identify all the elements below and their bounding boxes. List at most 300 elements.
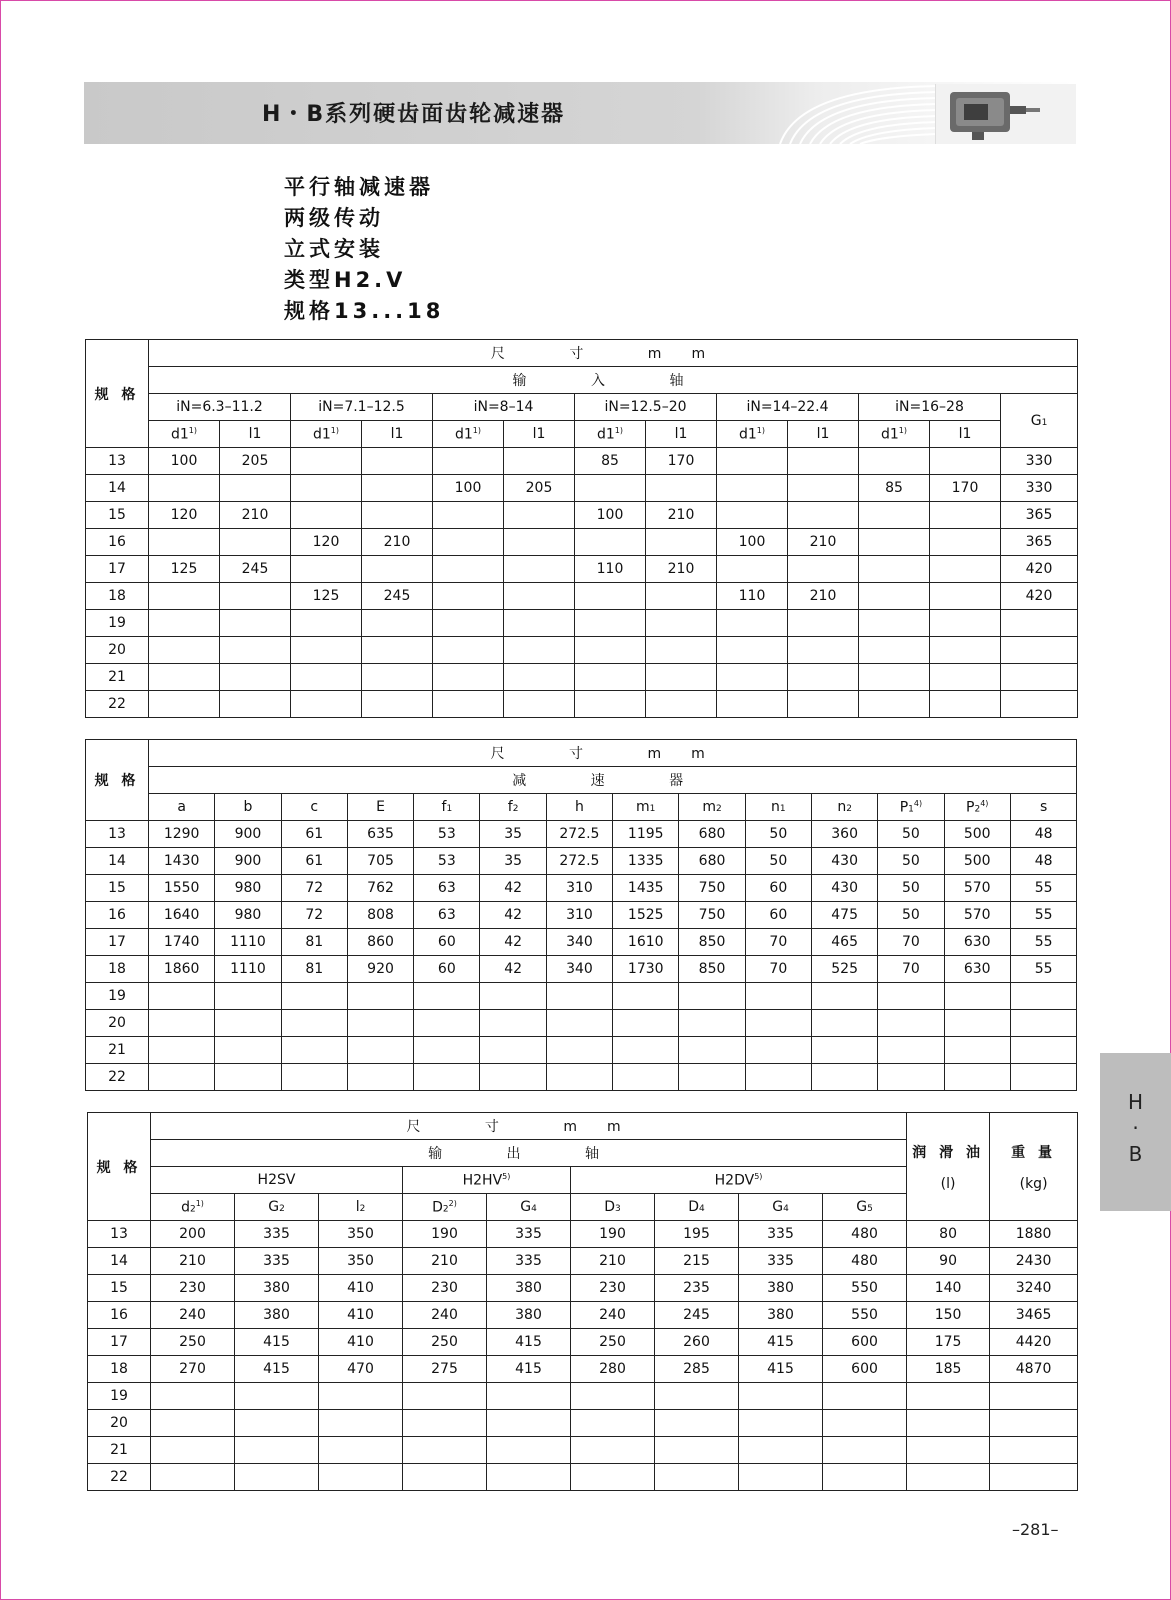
value-cell: 365 xyxy=(1001,502,1078,529)
l1-header: l1 xyxy=(788,421,859,448)
value-cell xyxy=(480,1037,546,1064)
value-cell xyxy=(319,1437,403,1464)
value-cell xyxy=(281,1064,347,1091)
subtitle-line: 两级传动 xyxy=(284,206,384,230)
subscript: 4 xyxy=(699,1204,705,1214)
value-cell xyxy=(788,556,859,583)
spec-cell: 21 xyxy=(86,1037,149,1064)
value-cell: 70 xyxy=(745,929,811,956)
value-cell xyxy=(403,1410,487,1437)
value-cell: 600 xyxy=(823,1356,907,1383)
footnote-marker: 4) xyxy=(913,798,923,808)
value-cell xyxy=(1010,1037,1076,1064)
value-cell: 50 xyxy=(878,821,944,848)
value-cell: 420 xyxy=(1001,556,1078,583)
value-cell: 415 xyxy=(235,1329,319,1356)
value-cell: 100 xyxy=(149,448,220,475)
table-body xyxy=(86,448,1078,718)
value-cell xyxy=(291,556,362,583)
value-cell: 1740 xyxy=(149,929,215,956)
value-cell xyxy=(859,637,930,664)
value-cell xyxy=(220,583,291,610)
value-cell: 570 xyxy=(944,875,1010,902)
subscript: 1 xyxy=(446,804,453,814)
spec-cell: 14 xyxy=(88,1248,151,1275)
value-cell xyxy=(613,1010,679,1037)
table-row xyxy=(86,475,1078,502)
value-cell xyxy=(655,1383,739,1410)
column-header: b xyxy=(215,794,281,821)
footnote-marker: 5) xyxy=(754,1171,763,1181)
value-cell: 110 xyxy=(717,583,788,610)
value-cell: 250 xyxy=(403,1329,487,1356)
value-cell: 50 xyxy=(878,902,944,929)
value-cell xyxy=(362,610,433,637)
table-row xyxy=(86,664,1078,691)
value-cell: 48 xyxy=(1010,821,1076,848)
value-cell: 275 xyxy=(403,1356,487,1383)
value-cell xyxy=(859,556,930,583)
value-cell: 55 xyxy=(1010,929,1076,956)
value-cell xyxy=(362,556,433,583)
reducer-dimension-table xyxy=(85,739,1077,1091)
subscript: 4 xyxy=(783,1204,789,1214)
spec-header: 规 格 xyxy=(88,1113,151,1221)
value-cell: 50 xyxy=(878,875,944,902)
value-cell: 100 xyxy=(575,502,646,529)
value-cell: 335 xyxy=(739,1248,823,1275)
value-cell xyxy=(717,475,788,502)
value-cell: 705 xyxy=(347,848,413,875)
value-cell xyxy=(788,637,859,664)
value-cell xyxy=(504,556,575,583)
page-number: –281– xyxy=(1012,1520,1059,1539)
value-cell: 120 xyxy=(291,529,362,556)
footnote-marker: 1) xyxy=(614,425,623,435)
value-cell xyxy=(811,1037,877,1064)
value-cell xyxy=(235,1383,319,1410)
table-row xyxy=(86,956,1077,983)
value-cell: 125 xyxy=(291,583,362,610)
subtitle-line: 平行轴减速器 xyxy=(284,175,434,199)
value-cell: 42 xyxy=(480,956,546,983)
value-cell: 310 xyxy=(546,902,612,929)
value-cell xyxy=(347,1037,413,1064)
value-cell: 60 xyxy=(745,875,811,902)
value-cell xyxy=(907,1437,990,1464)
value-cell: 150 xyxy=(907,1302,990,1329)
value-cell xyxy=(575,610,646,637)
column-header: f2 xyxy=(480,794,546,821)
value-cell: 205 xyxy=(504,475,575,502)
value-cell xyxy=(745,983,811,1010)
spec-cell: 18 xyxy=(86,583,149,610)
ratio-group: iN=12.5–20 xyxy=(575,394,717,421)
subscript: 1 xyxy=(779,804,786,814)
value-cell xyxy=(811,1064,877,1091)
value-cell: 245 xyxy=(220,556,291,583)
value-cell xyxy=(739,1464,823,1491)
spec-cell: 16 xyxy=(88,1302,151,1329)
value-cell: 85 xyxy=(859,475,930,502)
value-cell xyxy=(811,1010,877,1037)
value-cell xyxy=(613,1064,679,1091)
value-cell xyxy=(571,1464,655,1491)
value-cell: 415 xyxy=(487,1329,571,1356)
value-cell xyxy=(907,1383,990,1410)
value-cell: 335 xyxy=(487,1221,571,1248)
value-cell xyxy=(487,1464,571,1491)
value-cell: 81 xyxy=(281,956,347,983)
value-cell xyxy=(151,1437,235,1464)
value-cell: 48 xyxy=(1010,848,1076,875)
footnote-marker: 2) xyxy=(448,1198,457,1208)
value-cell: 330 xyxy=(1001,448,1078,475)
footnote-marker: 1) xyxy=(188,425,197,435)
value-cell xyxy=(504,610,575,637)
value-cell: 210 xyxy=(571,1248,655,1275)
value-cell: 500 xyxy=(944,821,1010,848)
value-cell: 500 xyxy=(944,848,1010,875)
value-cell xyxy=(347,1010,413,1037)
table-row xyxy=(88,1410,1078,1437)
value-cell xyxy=(646,583,717,610)
value-cell: 42 xyxy=(480,902,546,929)
value-cell xyxy=(739,1383,823,1410)
value-cell xyxy=(859,529,930,556)
value-cell xyxy=(403,1383,487,1410)
value-cell xyxy=(613,1037,679,1064)
spec-cell: 15 xyxy=(88,1275,151,1302)
value-cell: 245 xyxy=(362,583,433,610)
value-cell xyxy=(487,1437,571,1464)
value-cell: 480 xyxy=(823,1221,907,1248)
table-row xyxy=(86,610,1078,637)
value-cell: 1640 xyxy=(149,902,215,929)
subtitle-block xyxy=(284,172,444,327)
value-cell xyxy=(655,1410,739,1437)
value-cell: 50 xyxy=(745,848,811,875)
value-cell: 170 xyxy=(646,448,717,475)
value-cell: 330 xyxy=(1001,475,1078,502)
table-row xyxy=(88,1329,1078,1356)
value-cell xyxy=(149,691,220,718)
column-header-row xyxy=(86,421,1078,448)
value-cell: 415 xyxy=(235,1356,319,1383)
value-cell: 72 xyxy=(281,902,347,929)
subscript: 2 xyxy=(512,804,519,814)
value-cell: 750 xyxy=(679,902,745,929)
subscript: 2 xyxy=(279,1204,285,1214)
value-cell xyxy=(788,691,859,718)
value-cell xyxy=(347,1064,413,1091)
l1-header: l1 xyxy=(362,421,433,448)
value-cell xyxy=(220,664,291,691)
value-cell: 210 xyxy=(403,1248,487,1275)
value-cell: 1550 xyxy=(149,875,215,902)
value-cell xyxy=(717,691,788,718)
value-cell xyxy=(944,1037,1010,1064)
value-cell xyxy=(362,448,433,475)
column-header: l2 xyxy=(319,1194,403,1221)
value-cell xyxy=(220,475,291,502)
value-cell: 360 xyxy=(811,821,877,848)
value-cell: 235 xyxy=(655,1275,739,1302)
value-cell: 430 xyxy=(811,848,877,875)
spec-cell: 22 xyxy=(86,1064,149,1091)
value-cell xyxy=(1001,664,1078,691)
value-cell: 240 xyxy=(571,1302,655,1329)
spec-header: 规 格 xyxy=(86,340,149,448)
spec-cell: 18 xyxy=(88,1356,151,1383)
value-cell: 1110 xyxy=(215,956,281,983)
value-cell: 550 xyxy=(823,1275,907,1302)
value-cell: 125 xyxy=(149,556,220,583)
value-cell xyxy=(151,1410,235,1437)
column-header: G2 xyxy=(235,1194,319,1221)
gearbox-icon xyxy=(936,84,1076,144)
value-cell xyxy=(930,583,1001,610)
value-cell xyxy=(319,1464,403,1491)
subscript: 2 xyxy=(974,804,981,815)
value-cell xyxy=(414,1037,480,1064)
value-cell xyxy=(679,1010,745,1037)
value-cell: 230 xyxy=(403,1275,487,1302)
value-cell: 1290 xyxy=(149,821,215,848)
value-cell: 260 xyxy=(655,1329,739,1356)
column-header: D2$^{2)}$ xyxy=(403,1194,487,1221)
value-cell xyxy=(859,448,930,475)
value-cell xyxy=(414,1064,480,1091)
output-shaft-table xyxy=(87,1112,1078,1491)
value-cell xyxy=(546,983,612,1010)
mounting-group: H2DV$^{5)}$ xyxy=(571,1167,907,1194)
table-row xyxy=(86,691,1078,718)
ratio-group: iN=16–28 xyxy=(859,394,1001,421)
value-cell: 100 xyxy=(433,475,504,502)
value-cell xyxy=(679,983,745,1010)
value-cell xyxy=(930,610,1001,637)
d1-header: d1$^{1)}$ xyxy=(291,421,362,448)
value-cell xyxy=(347,983,413,1010)
value-cell xyxy=(717,664,788,691)
value-cell: 55 xyxy=(1010,875,1076,902)
spec-cell: 13 xyxy=(88,1221,151,1248)
section-title: 输 入 轴 xyxy=(149,367,1078,394)
value-cell: 635 xyxy=(347,821,413,848)
value-cell xyxy=(362,691,433,718)
value-cell xyxy=(149,664,220,691)
value-cell: 245 xyxy=(655,1302,739,1329)
value-cell: 340 xyxy=(546,956,612,983)
value-cell: 205 xyxy=(220,448,291,475)
value-cell xyxy=(878,983,944,1010)
footnote-marker: 5) xyxy=(502,1171,511,1181)
value-cell xyxy=(613,983,679,1010)
table-row xyxy=(86,556,1078,583)
value-cell xyxy=(433,529,504,556)
value-cell xyxy=(504,664,575,691)
value-cell: 525 xyxy=(811,956,877,983)
value-cell xyxy=(235,1464,319,1491)
column-header: s xyxy=(1010,794,1076,821)
l1-header: l1 xyxy=(504,421,575,448)
value-cell xyxy=(281,1037,347,1064)
lubricant-unit: (l) xyxy=(940,1175,956,1192)
subtitle-line: 立式安装 xyxy=(284,237,384,261)
ratio-group: iN=14–22.4 xyxy=(717,394,859,421)
column-header: E xyxy=(347,794,413,821)
l1-header: l1 xyxy=(646,421,717,448)
value-cell xyxy=(149,637,220,664)
subscript: 3 xyxy=(615,1204,621,1214)
value-cell xyxy=(504,448,575,475)
value-cell: 1880 xyxy=(990,1221,1078,1248)
d1-header: d1$^{1)}$ xyxy=(149,421,220,448)
column-header: D4 xyxy=(655,1194,739,1221)
value-cell xyxy=(291,664,362,691)
value-cell xyxy=(646,475,717,502)
value-cell xyxy=(944,1010,1010,1037)
value-cell: 1335 xyxy=(613,848,679,875)
value-cell: 120 xyxy=(149,502,220,529)
value-cell xyxy=(930,502,1001,529)
table-row xyxy=(86,583,1078,610)
table-row xyxy=(88,1356,1078,1383)
subscript: 2 xyxy=(442,1204,449,1215)
value-cell: 35 xyxy=(480,848,546,875)
value-cell xyxy=(362,502,433,529)
table-row xyxy=(88,1275,1078,1302)
value-cell xyxy=(990,1410,1078,1437)
value-cell: 70 xyxy=(878,956,944,983)
value-cell: 1525 xyxy=(613,902,679,929)
value-cell xyxy=(215,1064,281,1091)
footnote-marker: 1) xyxy=(195,1198,204,1208)
value-cell: 272.5 xyxy=(546,821,612,848)
value-cell xyxy=(220,529,291,556)
spec-header: 规 格 xyxy=(86,740,149,821)
ratio-group: iN=6.3–11.2 xyxy=(149,394,291,421)
value-cell xyxy=(1001,637,1078,664)
value-cell xyxy=(149,1037,215,1064)
value-cell: 60 xyxy=(745,902,811,929)
value-cell xyxy=(930,529,1001,556)
footnote-marker: 4) xyxy=(980,798,989,808)
table-row xyxy=(86,637,1078,664)
value-cell: 280 xyxy=(571,1356,655,1383)
value-cell: 190 xyxy=(571,1221,655,1248)
subscript: 2 xyxy=(359,1204,366,1214)
value-cell: 250 xyxy=(571,1329,655,1356)
value-cell: 3240 xyxy=(990,1275,1078,1302)
value-cell xyxy=(149,475,220,502)
value-cell xyxy=(433,664,504,691)
value-cell xyxy=(504,529,575,556)
value-cell xyxy=(575,637,646,664)
value-cell: 61 xyxy=(281,848,347,875)
value-cell: 170 xyxy=(930,475,1001,502)
value-cell: 470 xyxy=(319,1356,403,1383)
value-cell: 61 xyxy=(281,821,347,848)
value-cell: 250 xyxy=(151,1329,235,1356)
value-cell: 53 xyxy=(414,821,480,848)
value-cell xyxy=(149,1064,215,1091)
column-header: n1 xyxy=(745,794,811,821)
value-cell xyxy=(990,1383,1078,1410)
column-header: m2 xyxy=(679,794,745,821)
value-cell xyxy=(220,610,291,637)
value-cell xyxy=(319,1410,403,1437)
value-cell xyxy=(990,1464,1078,1491)
value-cell xyxy=(930,556,1001,583)
value-cell xyxy=(717,637,788,664)
value-cell: 900 xyxy=(215,848,281,875)
value-cell: 200 xyxy=(151,1221,235,1248)
value-cell xyxy=(1010,983,1076,1010)
value-cell: 1110 xyxy=(215,929,281,956)
column-header: D3 xyxy=(571,1194,655,1221)
value-cell xyxy=(944,1064,1010,1091)
value-cell: 210 xyxy=(151,1248,235,1275)
value-cell: 185 xyxy=(907,1356,990,1383)
subtitle-line: 规格13...18 xyxy=(284,299,445,323)
value-cell: 63 xyxy=(414,902,480,929)
value-cell xyxy=(575,664,646,691)
value-cell: 750 xyxy=(679,875,745,902)
table-row xyxy=(86,821,1077,848)
spec-cell: 19 xyxy=(86,610,149,637)
value-cell: 55 xyxy=(1010,902,1076,929)
section-title: 减 速 器 xyxy=(149,767,1077,794)
value-cell xyxy=(235,1410,319,1437)
value-cell xyxy=(220,637,291,664)
value-cell xyxy=(878,1010,944,1037)
column-header: G4 xyxy=(739,1194,823,1221)
value-cell xyxy=(215,1037,281,1064)
weight-label: 重 量 xyxy=(1011,1144,1057,1161)
value-cell: 860 xyxy=(347,929,413,956)
spec-cell: 14 xyxy=(86,475,149,502)
value-cell: 100 xyxy=(717,529,788,556)
value-cell xyxy=(149,610,220,637)
column-header: G4 xyxy=(487,1194,571,1221)
table-body xyxy=(86,821,1077,1091)
value-cell xyxy=(878,1037,944,1064)
value-cell xyxy=(433,637,504,664)
value-cell xyxy=(717,502,788,529)
table-row xyxy=(86,529,1078,556)
spec-cell: 18 xyxy=(86,956,149,983)
table-row xyxy=(86,448,1078,475)
column-header: m1 xyxy=(613,794,679,821)
value-cell xyxy=(480,983,546,1010)
table-row xyxy=(86,502,1078,529)
value-cell xyxy=(1001,691,1078,718)
mounting-group: H2HV$^{5)}$ xyxy=(403,1167,571,1194)
value-cell xyxy=(414,1010,480,1037)
value-cell: 230 xyxy=(571,1275,655,1302)
value-cell: 335 xyxy=(235,1221,319,1248)
value-cell: 630 xyxy=(944,956,1010,983)
value-cell: 380 xyxy=(235,1275,319,1302)
value-cell: 762 xyxy=(347,875,413,902)
spec-cell: 22 xyxy=(86,691,149,718)
value-cell: 4420 xyxy=(990,1329,1078,1356)
value-cell xyxy=(907,1464,990,1491)
spec-cell: 15 xyxy=(86,502,149,529)
value-cell: 380 xyxy=(487,1302,571,1329)
